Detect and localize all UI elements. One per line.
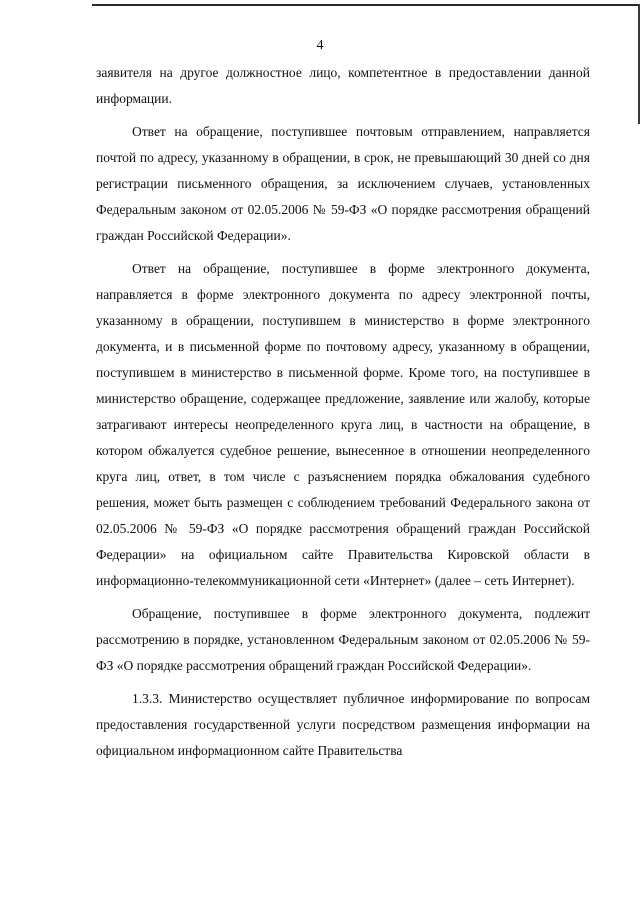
paragraph-electronic-reply: Ответ на обращение, поступившее в форме электронного документа, направляется в форме электронного документа по адресу электронной почты, указанному в обращении, поступившем в министерство в форме электронного документа, и в письменной форме по почтовому адресу, указанному в обращении, поступившем в министерство в письменной форме. Кроме того, на поступившее в министерство обращение, содержащее предложение, заявление или жалобу, которые затрагивают интересы неопределенного круга лиц, в частности на обращение, в котором обжалуется судебное решение, вынесенное в отношении неопределенного круга лиц, ответ, в том числе с разъяснением порядка обжалования судебного решения, может быть размещен с соблюдением требований Федерального закона от 02.05.2006 № 59-ФЗ «О порядке рассмотрения обращений граждан Российской Федерации» на официальном сайте Правительства Кировской области в информационно-телекоммуникационной сети «Интернет» (далее – сеть Интернет). — [96, 261, 590, 588]
paragraph-public-informing: 1.3.3. Министерство осуществляет публичное информирование по вопросам предоставления государственной услуги посредством размещения информации на официальном информационном сайте Правительства — [96, 691, 590, 758]
paragraph-postal-reply: Ответ на обращение, поступившее почтовым отправлением, направляется почтой по адресу, указанному в обращении, в срок, не превышающий 30 дней со дня регистрации письменного обращения, за исключением случаев, установленных Федеральным законом от 02.05.2006 № 59-ФЗ «О порядке рассмотрения обращений граждан Российской Федерации». — [96, 124, 590, 243]
document-body — [96, 60, 590, 771]
scan-top-edge — [92, 4, 640, 6]
paragraph-electronic-review: Обращение, поступившее в форме электронного документа, подлежит рассмотрению в порядке, установленном Федеральным законом от 02.05.2006 № 59-ФЗ «О порядке рассмотрения обращений граждан Российской Федерации». — [96, 606, 590, 673]
paragraph-continuation: заявителя на другое должностное лицо, компетентное в предоставлении данной информации. — [96, 65, 590, 106]
page-number: 4 — [316, 38, 324, 53]
